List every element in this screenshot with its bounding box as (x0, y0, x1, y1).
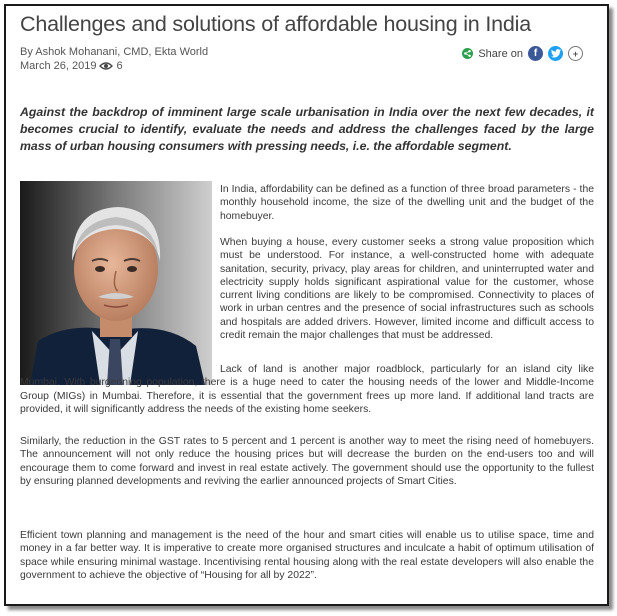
share-label: Share on (478, 47, 523, 60)
twitter-icon[interactable] (548, 46, 563, 61)
article-frame (4, 4, 609, 606)
share-bar (462, 46, 583, 61)
facebook-icon[interactable]: f (528, 46, 543, 61)
view-count: 6 (116, 60, 123, 72)
paragraph-2: When buying a house, every customer seeks a strong value proposition which must be understood. For instance, a well-constructed home with adequate sanitation, security, privacy, play areas for children, and uninterrupted water and electricity supply holds significant aspirational value for the customer, whose current living conditions are likely to be compromised. Connectivity to places of work in urban centres and the presence of social infrastructures such as schools and hospitals are added drivers. However, limited income and difficult access to credit remain the major challenges that must be addressed. (220, 237, 594, 342)
plus-icon[interactable]: + (568, 46, 583, 61)
publish-date: March 26, 2019 (20, 60, 97, 72)
paragraph-1: In India, affordability can be defined as a function of three broad parameters - the monthly household income, the size of the dwelling unit and the budget of the homebuyer. (220, 184, 594, 222)
author-photo (20, 181, 212, 385)
article-lede: Against the backdrop of imminent large scale urbanisation in India over the next few decades, it becomes crucial to identify, evaluate the needs and address the challenges faced by the large mass of urban housing consumers with pressing needs, i.e. the affordable segment. (20, 105, 594, 153)
paragraph-3: Lack of land is another major roadblock, particularly for an island city like Mumbai. With burgeoning population, there is a huge need to cater the housing needs of the lower and Middle-Income Group (MIGs) in Mumbai. Therefore, it is essential that the government frees up more land. If additional land tracts are provided, it will significantly address the needs of the existing home seekers. (20, 364, 594, 415)
paragraph-4: Similarly, the reduction in the GST rates to 5 percent and 1 percent is another way to meet the rising need of homebuyers. The announcement will not only reduce the housing prices but will decrease the burden on the end-users too and will encourage them to come forward and invest in real estate actively. The government should use the opportunity to the fullest by ensuring planned developments and reviving the earlier announced projects of Smart Cities. (20, 436, 594, 487)
eye-icon (99, 61, 113, 71)
article-title: Challenges and solutions of affordable housing in India (20, 12, 531, 36)
article-meta (20, 45, 208, 73)
share-icon (462, 48, 473, 59)
author-byline: By Ashok Mohanani, CMD, Ekta World (20, 46, 209, 58)
date-views-row (20, 59, 208, 73)
paragraph-5: Efficient town planning and management is the need of the hour and smart cities will enable us to utilise space, time and money in a far better way. It is imperative to create more organised structures and inculcate a habit of optimum utilisation of space while ensuring minimal wastage. Incentivising rental housing along with the real estate developers will also enable the government to achieve the objective of “Housing for all by 2022”. (20, 530, 594, 581)
